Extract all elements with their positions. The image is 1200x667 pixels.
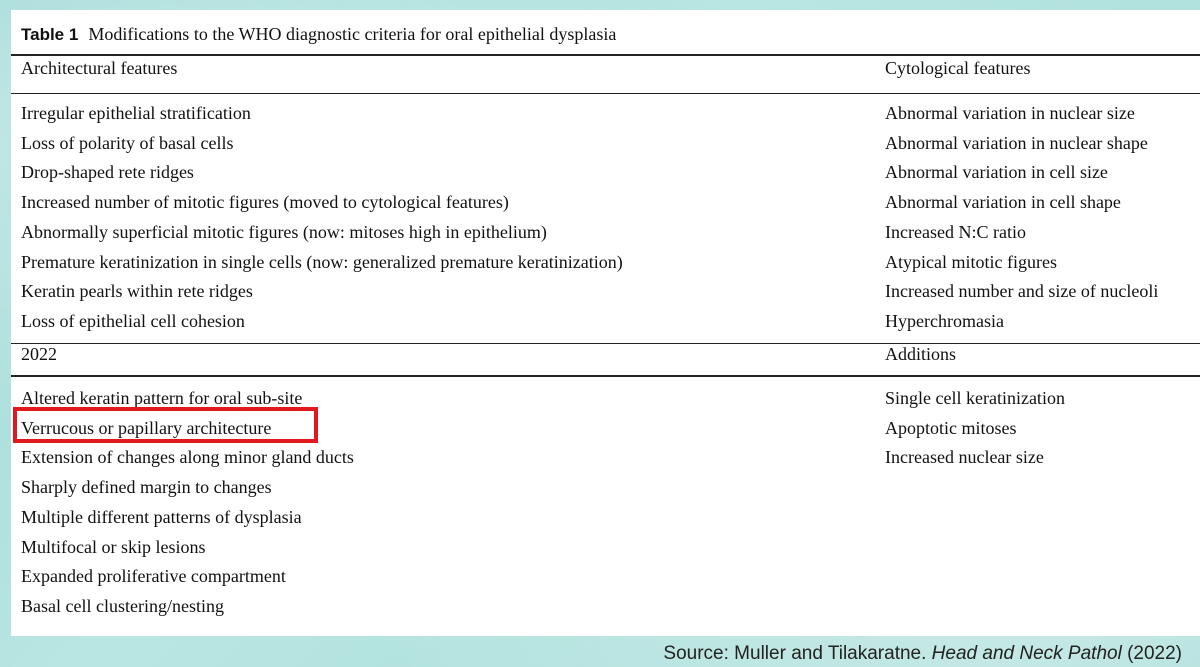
table-cell-architectural: Extension of changes along minor gland ducts xyxy=(21,447,354,467)
header-rule xyxy=(11,93,1200,94)
table-cell-architectural: Increased number of mitotic figures (moved to cytological features) xyxy=(21,192,509,212)
red-highlight-box xyxy=(13,407,318,443)
table-cell-architectural: Drop-shaped rete ridges xyxy=(21,162,194,182)
header-cytological: Cytological features xyxy=(885,58,1031,78)
table-cell-architectural: Loss of polarity of basal cells xyxy=(21,133,234,153)
table-title: Modifications to the WHO diagnostic criteria for oral epithelial dysplasia xyxy=(88,24,617,44)
table-cell-cytological: Abnormal variation in nuclear size xyxy=(885,103,1135,123)
table-cell-cytological: Apoptotic mitoses xyxy=(885,418,1017,438)
table-cell-architectural: Irregular epithelial stratification xyxy=(21,103,251,123)
table-cell-architectural: Sharply defined margin to changes xyxy=(21,477,272,497)
subheader-2022: 2022 xyxy=(21,344,57,364)
header-architectural: Architectural features xyxy=(21,58,178,78)
table-cell-architectural: Keratin pearls within rete ridges xyxy=(21,281,253,301)
table-cell-cytological: Abnormal variation in cell shape xyxy=(885,192,1121,212)
top-rule xyxy=(11,54,1200,56)
source-citation xyxy=(663,643,1182,665)
table-cell-cytological: Abnormal variation in nuclear shape xyxy=(885,133,1148,153)
table-caption xyxy=(21,24,616,45)
table-cell-cytological: Atypical mitotic figures xyxy=(885,252,1057,272)
table-cell-architectural: Expanded proliferative compartment xyxy=(21,566,286,586)
table-cell-architectural: Loss of epithelial cell cohesion xyxy=(21,311,245,331)
subheader-additions: Additions xyxy=(885,344,957,364)
table-cell-cytological: Increased number and size of nucleoli xyxy=(885,281,1159,301)
table-cell-cytological: Hyperchromasia xyxy=(885,311,1004,331)
table-cell-architectural: Verrucous or papillary architecture xyxy=(21,418,272,438)
table-cell-architectural: Basal cell clustering/nesting xyxy=(21,596,224,616)
table-cell-cytological: Increased N:C ratio xyxy=(885,222,1026,242)
table-cell-architectural: Multifocal or skip lesions xyxy=(21,537,206,557)
table-cell-architectural: Multiple different patterns of dysplasia xyxy=(21,507,302,527)
subheader-top-rule xyxy=(11,343,1200,344)
source-suffix: (2022) xyxy=(1121,643,1182,664)
table-cell-cytological: Single cell keratinization xyxy=(885,388,1065,408)
table-panel xyxy=(11,10,1200,636)
subheader-rule xyxy=(11,375,1200,377)
table-cell-cytological: Increased nuclear size xyxy=(885,447,1044,467)
source-prefix: Source: Muller and Tilakaratne. xyxy=(663,643,932,664)
table-cell-architectural: Premature keratinization in single cells (now: generalized premature keratinization) xyxy=(21,252,623,272)
source-journal: Head and Neck Pathol xyxy=(931,643,1122,664)
table-label: Table 1 xyxy=(21,25,79,44)
table-cell-architectural: Altered keratin pattern for oral sub-site xyxy=(21,388,303,408)
table-cell-architectural: Abnormally superficial mitotic figures (now: mitoses high in epithelium) xyxy=(21,222,547,242)
table-cell-cytological: Abnormal variation in cell size xyxy=(885,162,1108,182)
